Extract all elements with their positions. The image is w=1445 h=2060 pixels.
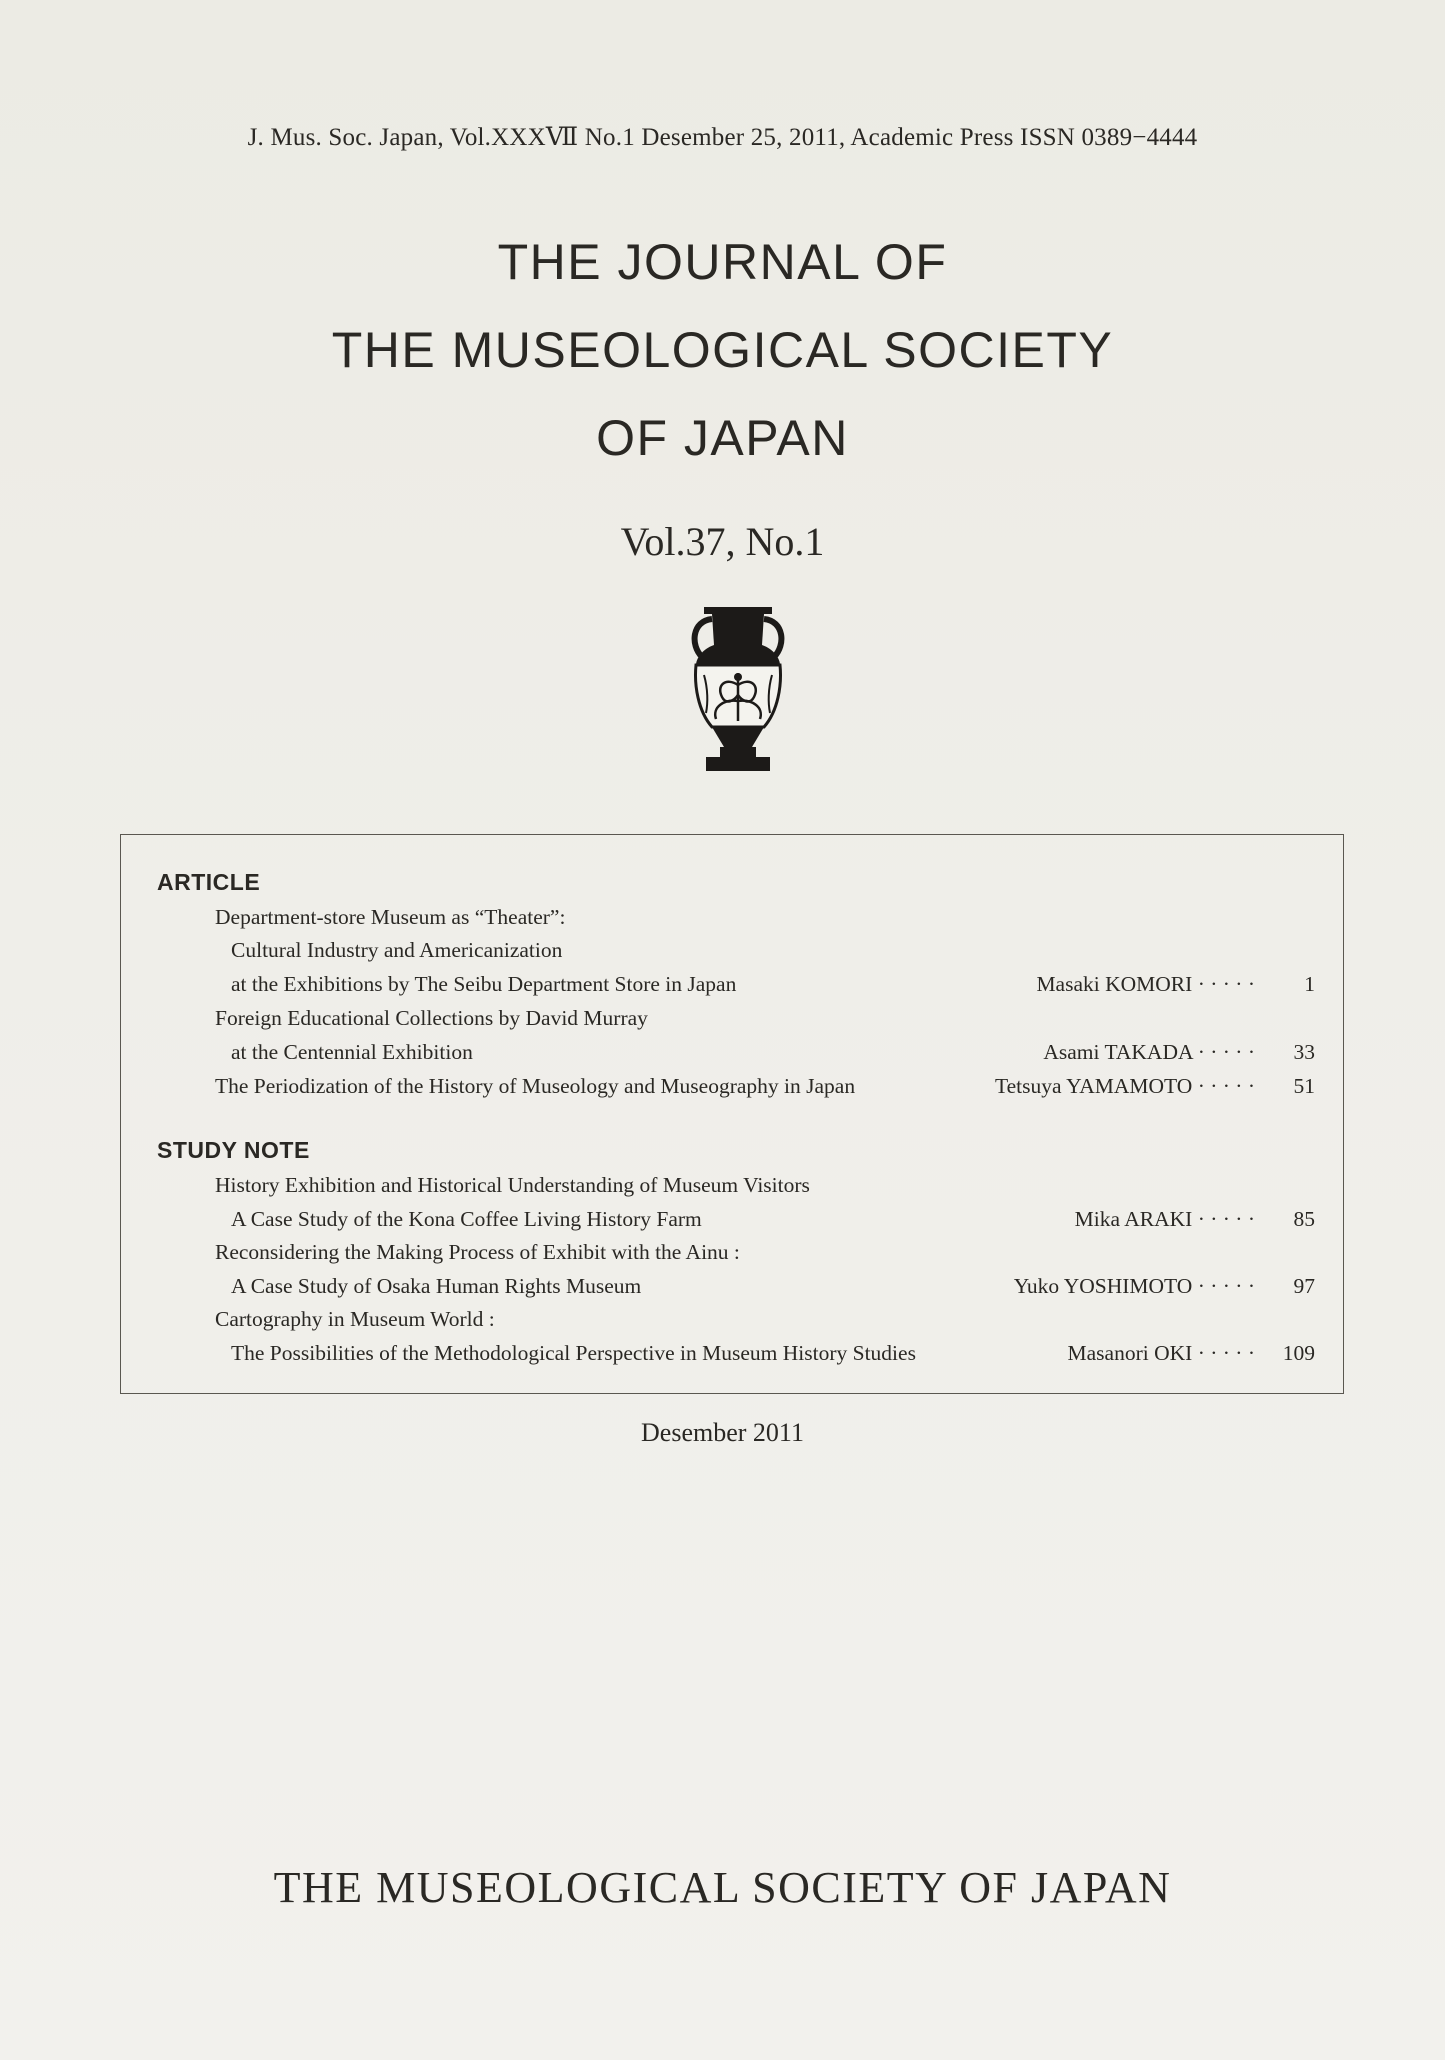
entry-title-line: Department-store Museum as “Theater”: [215,905,566,929]
entry-title-line: A Case Study of Osaka Human Rights Museum [231,1274,642,1298]
entry-page: 85 [1293,1207,1315,1231]
study-note-heading: STUDY NOTE [157,1137,310,1163]
entry-title-line: The Periodization of the History of Museology and Museography in Japan [215,1074,856,1098]
entry-author: Yuko YOSHIMOTO · · · · · [1013,1274,1255,1298]
article-heading: ARTICLE [157,869,261,895]
journal-citation-line: J. Mus. Soc. Japan, Vol.XXXⅦ No.1 Desember 25, 2011, Academic Press ISSN 0389−4444 [247,124,1198,151]
entry-title-line: The Possibilities of the Methodological Perspective in Museum History Studies [231,1341,916,1365]
entry-title-line: History Exhibition and Historical Understanding of Museum Visitors [215,1173,810,1197]
table-of-contents [120,834,1344,1394]
entry-title-line: Cartography in Museum World : [215,1307,495,1331]
entry-title-line: at the Centennial Exhibition [231,1040,473,1064]
entry-title-line: Cultural Industry and Americanization [231,938,563,962]
entry-author: Asami TAKADA · · · · · [1043,1040,1255,1064]
title-line-1: THE JOURNAL OF [497,234,948,290]
entry-author: Mika ARAKI · · · · · [1074,1207,1255,1231]
entry-title-line: Foreign Educational Collections by David Murray [215,1006,648,1030]
entry-author: Tetsuya YAMAMOTO · · · · · [994,1074,1255,1098]
entry-author: Masaki KOMORI · · · · · [1036,972,1255,996]
issue-date: Desember 2011 [641,1418,804,1447]
title-line-2: THE MUSEOLOGICAL SOCIETY [331,322,1114,378]
entry-title-line: A Case Study of the Kona Coffee Living History Farm [231,1207,702,1231]
entry-page: 51 [1293,1074,1315,1098]
entry-page: 109 [1282,1341,1315,1365]
volume-number: Vol.37, No.1 [620,519,825,564]
title-line-3: OF JAPAN [596,410,849,466]
entry-author: Masanori OKI · · · · · [1067,1341,1255,1365]
amphora-vase-icon [686,605,790,775]
publisher-name: THE MUSEOLOGICAL SOCIETY OF JAPAN [273,1863,1172,1912]
journal-title [0,218,1445,482]
entry-title-line: at the Exhibitions by The Seibu Department Store in Japan [231,972,737,996]
entry-page: 33 [1293,1040,1315,1064]
entry-title-line: Reconsidering the Making Process of Exhibit with the Ainu : [215,1240,740,1264]
entry-page: 97 [1293,1274,1315,1298]
entry-page: 1 [1304,972,1315,996]
